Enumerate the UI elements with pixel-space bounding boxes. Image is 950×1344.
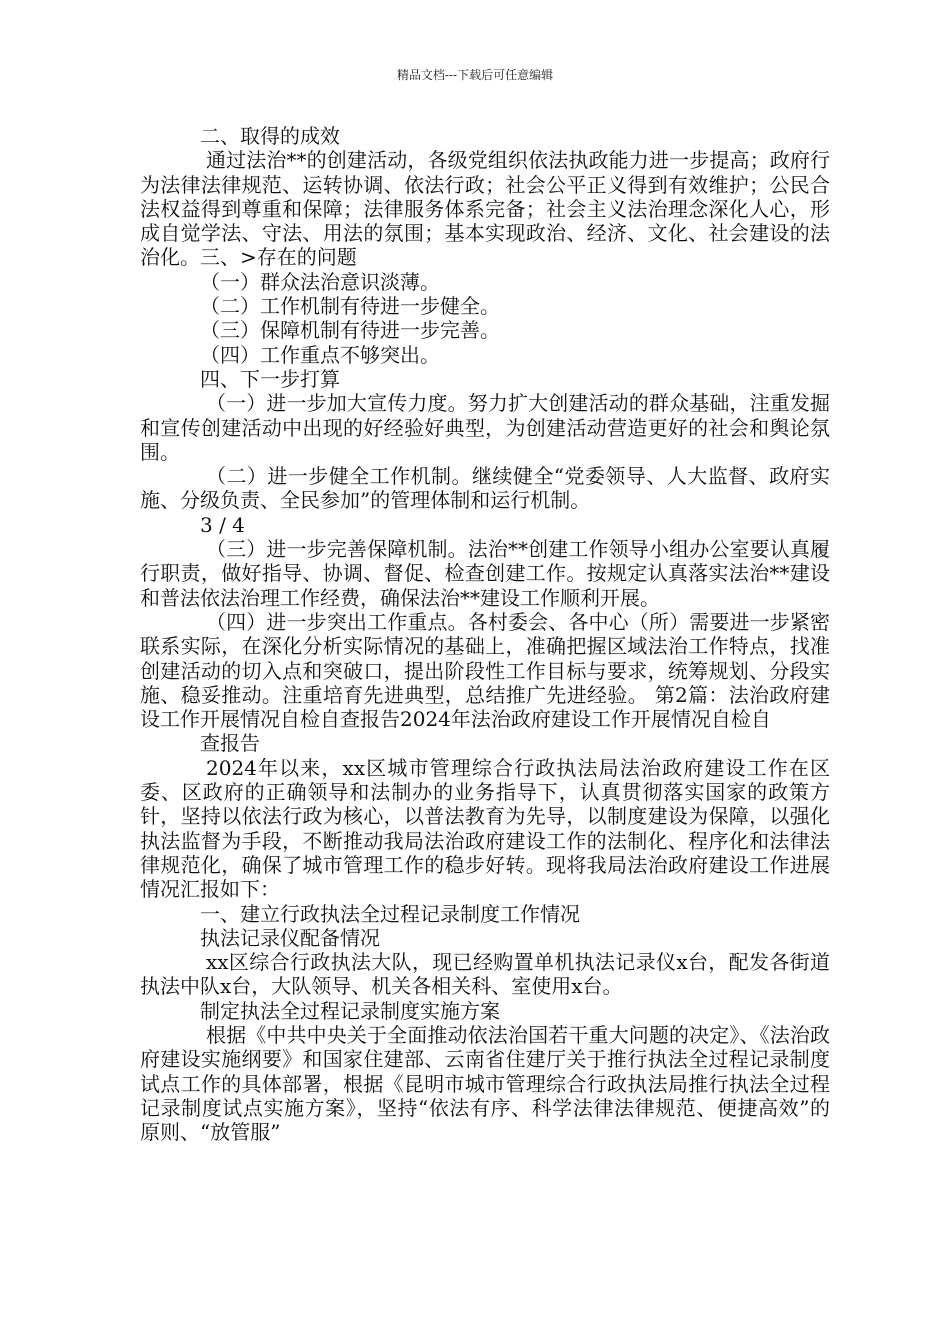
subheading: 制定执法全过程记录制度实施方案	[200, 998, 500, 1023]
list-item: （二）工作机制有待进一步健全。	[200, 294, 500, 319]
list-item: （一）群众法治意识淡薄。	[200, 269, 440, 294]
paragraph: 通过法治**的创建活动，各级党组织依法执政能力进一步提高；政府行为法律法律规范、运转协调、依法行政；社会公平正义得到有效维护；公民合法权益得到尊重和保障；法律服务体系完备；社会主义法治理念深化人心，形成自觉学法、守法、用法的氛围；基本实现政治、经济、文化、社会建设的法治化。三、>存在的问题	[140, 148, 830, 270]
page-header: 精品文档---下载后可任意编辑	[396, 68, 554, 82]
paragraph: （四）进一步突出工作重点。各村委会、各中心（所）需要进一步紧密联系实际，在深化分析实际情况的基础上，准确把握区域法治工作特点，找准创建活动的切入点和突破口，提出阶段性工作目标与要求，统筹规划、分段实施、稳妥推动。注重培育先进典型，总结推广先进经验。 第2篇：法治政府建设工作开展情况自检自查报告2024年法治政府建设工作开展情况自检自	[140, 609, 830, 732]
paragraph: （三）进一步完善保障机制。法治**创建工作领导小组办公室要认真履行职责，做好指导、协调、督促、检查创建工作。按规定认真落实法治**建设和普法依法治理工作经费，确保法治**建设工作顺利开展。	[140, 537, 830, 610]
paragraph: （一）进一步加大宣传力度。努力扩大创建活动的群众基础，注重发掘和宣传创建活动中出现的好经验好典型，为创建活动营造更好的社会和舆论氛围。	[140, 391, 830, 464]
paragraph: （二）进一步健全工作机制。继续健全“党委领导、人大监督、政府实施、分级负责、全民参加”的管理体制和运行机制。	[140, 464, 830, 513]
paragraph: 根据《中共中央关于全面推动依法治国若干重大问题的决定》、《法治政府建设实施纲要》和国家住建部、云南省住建厅关于推行执法全过程记录制度试点工作的具体部署，根据《昆明市城市管理综合行政执法局推行执法全过程记录制度试点实施方案》，坚持“依法有序、科学法律法律规范、便捷高效”的原则、“放管服”	[140, 1022, 830, 1145]
section-heading: 四、下一步打算	[200, 366, 340, 391]
subheading: 执法记录仪配备情况	[200, 925, 380, 950]
page-number: 3 / 4	[200, 512, 245, 537]
section-heading: 二、取得的成效	[200, 124, 340, 148]
paragraph: 查报告	[200, 731, 260, 756]
list-item: （三）保障机制有待进一步完善。	[200, 318, 500, 343]
list-item: （四）工作重点不够突出。	[200, 342, 440, 367]
document-body	[140, 124, 830, 1144]
paragraph: xx区综合行政执法大队，现已经购置单机执法记录仪x台，配发各街道执法中队x台，大队领导、机关各相关科、室使用x台。	[140, 950, 830, 999]
section-heading: 一、建立行政执法全过程记录制度工作情况	[200, 901, 580, 926]
paragraph: 2024年以来，xx区城市管理综合行政执法局法治政府建设工作在区委、区政府的正确领导和法制办的业务指导下，认真贯彻落实国家的政策方针，坚持以依法行政为核心，以普法教育为先导，以制度建设为保障，以强化执法监督为手段，不断推动我局法治政府建设工作的法制化、程序化和法律法律规范化，确保了城市管理工作的稳步好转。现将我局法治政府建设工作进展情况汇报如下：	[140, 755, 830, 902]
